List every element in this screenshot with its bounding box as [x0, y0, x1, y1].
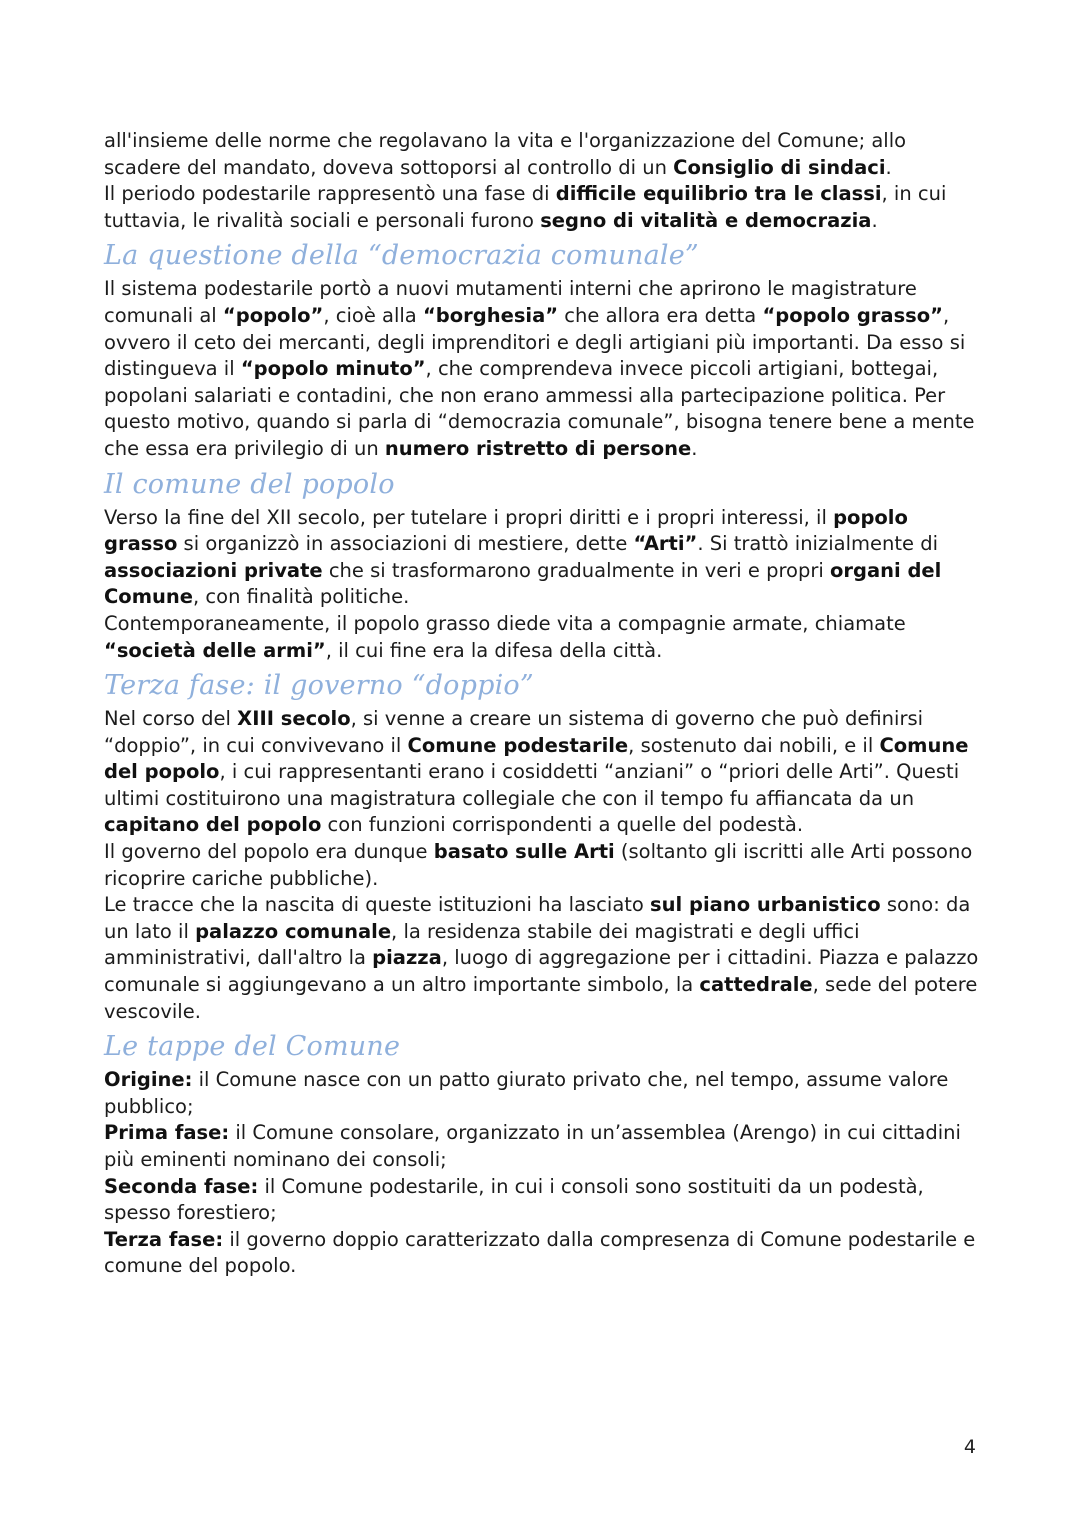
- text-run: Nel corso del: [104, 707, 238, 731]
- intro-paragraph: [104, 181, 984, 234]
- text-run: il Comune podestarile, in cui i consoli sono sostituiti da un podestà, spesso forestiero;: [104, 1174, 924, 1225]
- bold-text: Prima fase:: [104, 1121, 230, 1145]
- bold-text: popolo grasso: [104, 505, 908, 556]
- text-run: con funzioni corrispondenti a quelle del podestà.: [321, 813, 804, 837]
- bold-text: “popolo grasso”: [762, 303, 943, 327]
- bold-text: basato sulle Arti: [433, 840, 615, 864]
- timeline-item: [104, 1174, 984, 1227]
- text-run: , ovvero il ceto dei mercanti, degli imprenditori e degli artigiani più importanti. Da esso si distingueva il: [104, 303, 966, 381]
- section-paragraph: [104, 505, 984, 611]
- text-run: sono: da un lato il: [104, 893, 971, 943]
- timeline-item: [104, 1227, 984, 1280]
- text-run: Contemporaneamente, il popolo grasso diede vita a compagnie armate, chiamate: [104, 611, 906, 635]
- bold-text: Origine:: [104, 1068, 193, 1092]
- text-run: che allora era detta: [558, 303, 763, 327]
- timeline-item: [104, 1067, 984, 1120]
- bold-text: XIII secolo: [237, 707, 351, 731]
- bold-text: “popolo”: [222, 303, 324, 327]
- bold-text: cattedrale: [699, 973, 813, 997]
- section-paragraph: [104, 611, 984, 664]
- section-paragraph: [104, 839, 984, 892]
- bold-text: “Arti”: [633, 532, 698, 556]
- bold-text: “popolo minuto”: [240, 357, 426, 381]
- bold-text: Terza fase:: [104, 1227, 224, 1251]
- bold-text: palazzo comunale: [195, 919, 392, 943]
- text-run: , che comprendeva invece piccoli artigiani, bottegai, popolani salariati e contadini, che non erano ammessi alla partecipazione politica. Per questo motivo, quando si parla di “democrazia comunale”, bisogna tenere bene a mente che essa era privilegio di un: [104, 357, 975, 460]
- text-run: che si trasformarono gradualmente in veri e propri: [322, 558, 830, 582]
- text-run: .: [691, 436, 698, 460]
- section-paragraph: [104, 276, 984, 462]
- text-run: , si venne a creare un sistema di governo che può definirsi “doppio”, in cui convivevano il: [104, 707, 924, 757]
- section-heading: Il comune del popolo: [104, 468, 395, 500]
- bold-text: associazioni private: [104, 558, 323, 582]
- timeline-item: [104, 1120, 984, 1173]
- bold-text: Seconda fase:: [104, 1174, 259, 1198]
- bold-text: Comune podestarile: [407, 733, 629, 757]
- text-run: il Comune nasce con un patto giurato privato che, nel tempo, assume valore pubblico;: [104, 1068, 949, 1118]
- text-run: .: [871, 208, 878, 232]
- document-page: [104, 128, 984, 1280]
- bold-text: capitano del popolo: [104, 813, 322, 837]
- text-run: , sostenuto dai nobili, e il: [628, 733, 880, 757]
- section-heading: Terza fase: il governo “doppio”: [104, 670, 534, 702]
- text-run: , il cui fine era la difesa della città.: [325, 638, 663, 662]
- text-run: , sede del potere vescovile.: [104, 973, 978, 1023]
- section-heading: La questione della “democrazia comunale”: [104, 240, 699, 272]
- bold-text: sul piano urbanistico: [650, 893, 881, 917]
- bold-text: organi del Comune: [104, 558, 942, 609]
- text-run: all'insieme delle norme che regolavano la vita e l'organizzazione del Comune; allo scadere del mandato, doveva sottoporsi al controllo di un: [104, 129, 907, 179]
- page-number: 4: [963, 1436, 976, 1458]
- bold-text: Comune del popolo: [104, 733, 969, 784]
- section-heading: Le tappe del Comune: [104, 1031, 401, 1063]
- text-run: Le tracce che la nascita di queste istituzioni ha lasciato: [104, 893, 651, 917]
- text-run: Verso la fine del XII secolo, per tutelare i propri diritti e i propri interessi, il: [104, 505, 834, 529]
- bold-text: “borghesia”: [422, 303, 559, 327]
- bold-text: piazza: [372, 946, 442, 970]
- bold-text: “società delle armi”: [104, 638, 326, 662]
- bold-text: Consiglio di sindaci: [673, 155, 886, 179]
- text-run: il Comune consolare, organizzato in un’assemblea (Arengo) in cui cittadini più eminenti nominano dei consoli;: [104, 1121, 961, 1171]
- text-run: , in cui tuttavia, le rivalità sociali e personali furono: [104, 182, 947, 232]
- bold-text: numero ristretto di persone: [384, 436, 692, 460]
- text-run: Il governo del popolo era dunque: [104, 840, 434, 864]
- text-run: , con finalità politiche.: [193, 585, 410, 609]
- section-paragraph: [104, 892, 984, 1025]
- text-run: , i cui rappresentanti erano i cosiddetti “anziani” o “priori delle Arti”. Questi ultimi costituirono una magistratura collegiale che con il tempo fu affiancata da un: [104, 760, 960, 810]
- bold-text: difficile equilibrio tra le classi: [555, 182, 882, 206]
- text-run: . Si trattò inizialmente di: [697, 532, 938, 556]
- text-run: , la residenza stabile dei magistrati e degli uffici amministrativi, dall'altro la: [104, 919, 860, 970]
- text-run: Il sistema podestarile portò a nuovi mutamenti interni che aprirono le magistrature comunali al: [104, 277, 917, 327]
- section-paragraph: [104, 706, 984, 839]
- text-run: il governo doppio caratterizzato dalla compresenza di Comune podestarile e comune del popolo.: [104, 1227, 976, 1278]
- text-run: , cioè alla: [323, 303, 423, 327]
- bold-text: segno di vitalità e democrazia: [540, 208, 872, 232]
- text-run: .: [885, 155, 892, 179]
- text-run: si organizzò in associazioni di mestiere, dette: [177, 532, 634, 556]
- text-run: (soltanto gli iscritti alle Arti possono ricoprire cariche pubbliche).: [104, 840, 973, 890]
- text-run: , luogo di aggregazione per i cittadini. Piazza e palazzo comunale si aggiungevano a un altro importante simbolo, la: [104, 946, 979, 997]
- text-run: Il periodo podestarile rappresentò una fase di: [104, 182, 556, 206]
- intro-paragraph: [104, 128, 984, 181]
